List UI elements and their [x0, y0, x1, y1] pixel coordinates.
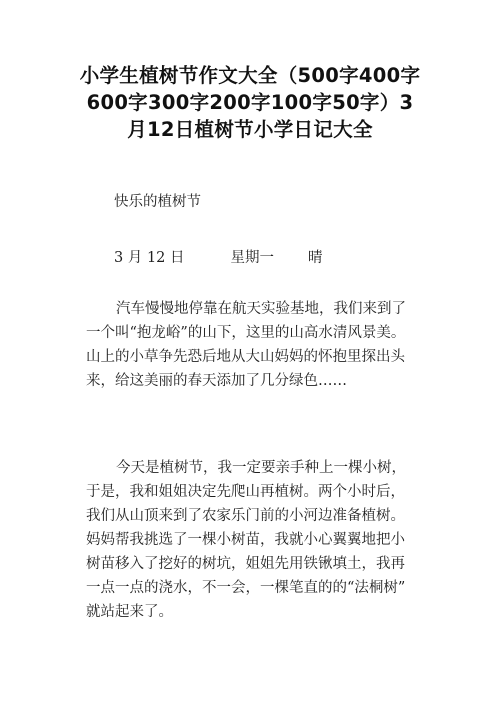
- paragraph-line: 来，给这美丽的春天添加了几分绿色……: [86, 373, 347, 389]
- paragraph-line: 我们从山顶来到了农家乐门前的小河边准备植树。: [86, 508, 405, 524]
- document-title: [40, 62, 460, 143]
- paragraph-line: 于是，我和姐姐决定先爬山再植树。两个小时后，: [86, 484, 405, 500]
- paragraph-line: 妈妈帮我挑选了一棵小树苗，我就小心翼翼地把小: [86, 532, 405, 548]
- diary-date: 3 月 12 日: [114, 250, 185, 266]
- diary-weather: 晴: [308, 250, 323, 266]
- diary-weekday: 星期一: [230, 250, 275, 266]
- paragraph-line: 今天是植树节，我一定要亲手种上一棵小树，: [116, 460, 406, 476]
- paragraph-line: 一个叫“抱龙峪”的山下，这里的山高水清风景美。: [86, 325, 406, 341]
- paragraph-line: 就站起来了。: [86, 604, 173, 620]
- diary-dateline: [114, 246, 323, 267]
- paragraph-line: 树苗移入了挖好的树坑，姐姐先用铁锹填土，我再: [86, 556, 405, 572]
- paragraph-1: [86, 297, 438, 393]
- paragraph-line: 山上的小草争先恐后地从大山妈妈的怀抱里探出头: [86, 349, 405, 365]
- paragraph-line: 一点一点的浇水，不一会，一棵笔直的的“法桐树”: [86, 580, 406, 596]
- title-line: 600字300字200字100字50字）3: [86, 91, 414, 114]
- essay-subtitle: 快乐的植树节: [114, 194, 201, 210]
- paragraph-line: 汽车慢慢地停靠在航天实验基地，我们来到了: [116, 301, 406, 317]
- title-line: 月12日植树节小学日记大全: [127, 118, 373, 141]
- paragraph-2: [86, 456, 438, 624]
- title-line: 小学生植树节作文大全（500字400字: [79, 64, 421, 87]
